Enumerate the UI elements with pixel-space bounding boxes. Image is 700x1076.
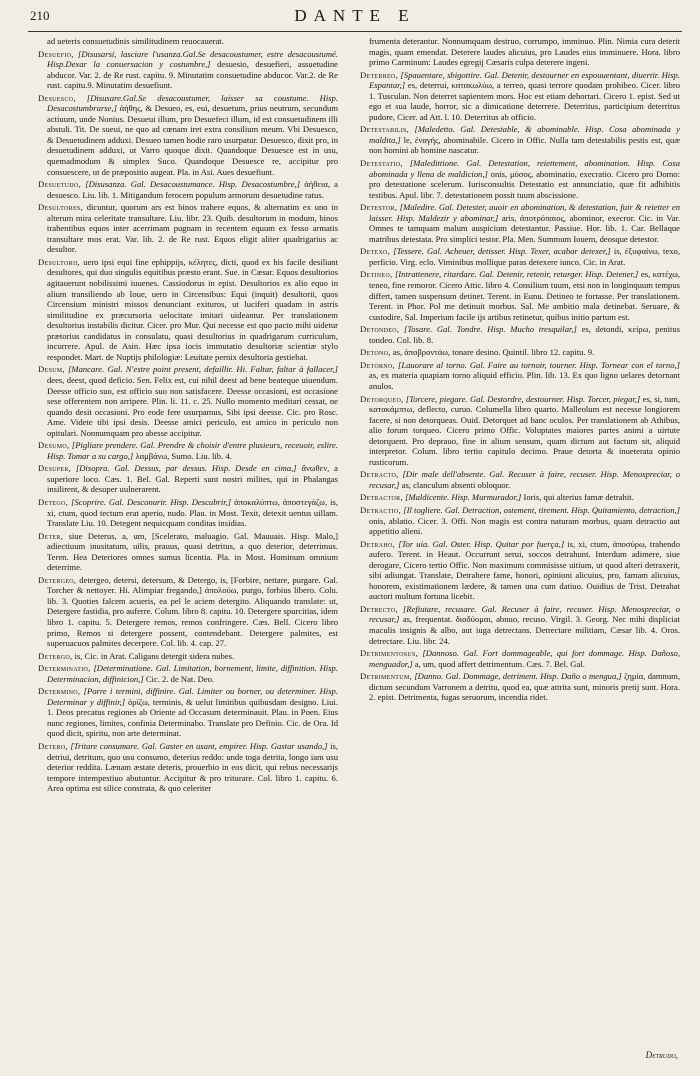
entry-headword: Desultorii,	[38, 256, 80, 267]
entry-text: as, ἀποβροντάω, tonare desino. Quintil. libro 12. capitu. 9.	[392, 347, 595, 358]
entry-headword: Detrimentum,	[360, 671, 412, 682]
entry-text: frumenta deterantur. Nonnumquam destruo, corrumpo, imminuo. Plin. Nimia cura deterit magis, quam emendat. Deterere laudes alicuius, pro Laudes eius imminuere. Hora. libro primo Carminum: Laudes egregij Cæsaris culpa deterere ingeni.	[369, 36, 680, 68]
entry-headword: Detergeo,	[38, 574, 77, 585]
dictionary-entry	[38, 49, 338, 91]
entry-vernacular-glosses: [Pigliare prendere. Gal. Prendre & choisir d'entre plusieurs, receuoir, eslire. Hisp. Tomar a su cargo,]	[47, 440, 338, 461]
entry-text: ζημία, damnum, dictum secundum Varronem a detritu, quod ea, quæ attrita sunt, minoris pretij sunt. Hora. 2. epist. Detrimenta, fugas seruorum, incendia ridet.	[369, 671, 680, 703]
left-column	[38, 36, 338, 796]
entry-text: le, ἐναγής, abominabile. Cicero in Offic. Nulla tam detestabilis pestis est, quæ non homini ab homine nascatur.	[369, 134, 680, 156]
entry-vernacular-glosses: [Intrattenere, ritardare. Gal. Detenir, retenir, retarger. Hisp. Detener,]	[394, 269, 639, 280]
entry-headword: Desuper,	[38, 463, 72, 474]
entry-text: λαμβάνω, Sumo. Liu. lib. 4.	[135, 450, 232, 461]
entry-vernacular-glosses: [Tessere. Gal. Acheuer, detisser. Hisp. Texer, acabar detexer,]	[393, 246, 611, 257]
dictionary-entry	[360, 36, 680, 68]
entry-vernacular-glosses: [Tosare. Gal. Tondre. Hisp. Mucho tresquilar,]	[403, 324, 577, 335]
entry-text: es, deterrui, κατακωλύω, a terreo, quasi terrore quodam prohibeo. Cicer. libro 1. Tusculan. Non deterret sapientem mors. Hoc est etiam dehortari. Cicero 1. epist. Sed ut ego et sua laude, horror, sic a dimicatione deterrere. Deterritus, participium deterritus pudore, Cicer. ad Att. l. 10. Deterritus ab officio.	[369, 80, 680, 122]
dictionary-entry	[38, 463, 338, 495]
entry-headword: Detestatio,	[360, 158, 403, 169]
entry-headword: Detono,	[360, 347, 391, 358]
entry-headword: Detexo,	[360, 246, 391, 257]
entry-text: siue Deterus, a, um, [Scelerato, maluagio. Gal. Mauuais. Hisp. Malo,] adiectiuum inusitatum, uilis, prauus, quasi detritus, a quo deterior, deterrimus. Teren. Hea Deteriores omnes sumus licentia. Pla. in Most. Hominum omnium deterrime.	[47, 530, 339, 573]
dictionary-entry	[38, 364, 338, 438]
entry-headword: Detorqueo,	[360, 393, 404, 404]
entry-vernacular-glosses: [Mancare. Gal. N'estre point present, defaillir. Hi. Faltar, faltar à fallacer,]	[68, 364, 338, 375]
dictionary-entry	[38, 179, 338, 200]
dictionary-entry	[360, 158, 680, 200]
entry-text: onis, μύσος, abominatio, execratio. Cicero pro Domo: pro detestatione scelerum. Iurisconsultis Detestatio est annunciatio, quæ fit adhibitis testibus. Apul. libr. 7. detestationem possit tuum abscissione.	[369, 168, 680, 200]
entry-vernacular-glosses: [Torcere, piegare. Gal. Destordre, destourner. Hisp. Torcer, piegar,]	[405, 393, 641, 404]
entry-text: ad ueteris consuetudinis similitudinem reuocauerat.	[47, 36, 224, 46]
dictionary-entry	[38, 531, 338, 573]
entry-vernacular-glosses: [Spauentare, sbigottire. Gal. Detenir, destourner en espouuentant, diuertir. Hisp. Espantar,]	[369, 69, 680, 91]
dictionary-entry	[360, 648, 680, 669]
entry-text: is, Cic. in Arat. Caligans detergit sidera nubes.	[74, 650, 235, 661]
dictionary-entry	[38, 663, 338, 684]
entry-vernacular-glosses: [Tor uia. Gal. Oster. Hisp. Quitar por fuerça,]	[398, 538, 565, 549]
dictionary-entry	[38, 497, 338, 529]
entry-vernacular-glosses: [Disusarsi, lasciare l'usanza.Gal.Se desacoustumer, estre desacoustumé. Hisp.Dexar la conuersacion y costumbre,]	[47, 48, 338, 70]
dictionary-entry	[360, 505, 680, 537]
entry-text: ἀήθεια, a desuesco. Liu. lib. 1. Mitigandum ferocem populum armorum desuetudine ratus.	[47, 179, 338, 200]
dictionary-entry	[360, 324, 680, 345]
dictionary-entry	[360, 492, 680, 503]
entry-headword: Detractio,	[360, 504, 402, 515]
dictionary-entry	[360, 202, 680, 244]
dictionary-entry	[38, 575, 338, 649]
entry-text: es, κατέχω, teneo, fine remoror. Cicero Attic. libro 4. Consilium tuum, etsi non in longinquum tempus differt, tamen suspensum detinet. Terent. in Eunu. Detineo te fortasse. Per translationem. Terent. in Phor. Pol me detinuit morbus. Sal. Me ambitio mala detinebat. Seruare, & custodire, Sal. Imperium facile ijs artibus retinetur, quibus initio partum est.	[369, 269, 680, 322]
entry-headword: Desum,	[38, 364, 65, 375]
entry-text: ἀήθης, & Desueo, es, eui, desuetum, prius neutrum, secundum actiuum, unde Nonius. Desueui illum, pro Desuefeci illum, id est consuetudinem illi abstuli. Tit. De sueui, ne quo ad cœnam iret extra consilium meum. Vbi Desuesco, & Desuetudinem adduxi. Desueo tamen hodie raro usurpatur. Desuesco, dixit pro, in desuetudinem adduxi, ut Varro quoque dixit. Quandoque Desuesce est in usu, quemadmodum & simplex Suco. Quandoque Desuesce re, accipitur pro consuescere, ut de præpositio augeat. Pla. in Asi. Aues desuefiunt.	[47, 103, 338, 177]
dictionary-entry	[38, 257, 338, 362]
entry-text: as, frequentat. διαδύομαι, abnuo, recuso. Virgil. 3. Georg. Nec mihi displiciat maculis insignis & albo, aut iuga detrectans. Detrectare militiam, Cæsar lib. 4. Oros. detrectare. Liu. libr. 24.	[369, 614, 680, 646]
dictionary-entry	[360, 539, 680, 602]
entry-headword: Detero,	[38, 741, 68, 751]
entry-vernacular-glosses: [Porre i termini, diffinire. Gal. Limiter ou borner, ou determiner. Hisp. Determinar y diffinir,]	[47, 686, 338, 707]
entry-text: as, clanculum absenti obloquor.	[401, 479, 511, 490]
right-column	[360, 36, 680, 705]
entry-vernacular-glosses: [Danno. Gal. Dommage, detriment. Hisp. Daño o mengua,]	[414, 671, 622, 682]
entry-text: a, um, quod affert detrimentum. Cæs. 7. Bel. Gal.	[414, 658, 585, 669]
entry-vernacular-glosses: [Scoprire. Gal. Desconurir. Hisp. Descubrir,]	[71, 496, 232, 507]
entry-vernacular-glosses: [Lauorare al torno. Gal. Faire au tornoir, tourner. Hisp. Tornear con el torno,]	[397, 359, 680, 370]
entry-vernacular-glosses: [Dannoso. Gal. Fort dommageable, qui fort dommage. Hisp. Dañoso, menguador,]	[369, 648, 680, 669]
entry-headword: Detestor,	[360, 202, 398, 213]
running-head: DANTE E	[294, 6, 416, 25]
entry-vernacular-glosses: [Disopra. Gal. Dessus, par dessus. Hisp. Desde en cima,]	[75, 463, 297, 474]
catchword: Detrudo,	[645, 1050, 678, 1060]
dictionary-entry	[38, 202, 338, 255]
entry-text: detergeo, detersi, detersum, & Detergo, is, [Forbire, nettare, purgare. Gal. Torcher & nettoyer. Hi. Alimpiar fregando,] ἀπολούω, purgo, forbius libero. Colu. lib. 3. Quoties falcem acueris, ea pel le aciem detergito. Aliquando translate: ut, Detergere fastidia, pro auferre. Colum. libro 8. capitu. 10. Detergere spurcitias, idem libro 1. capitu. 5. Detergere remos, remos confringere. Cæs. Bell. Cicero libro primo, Remos si detergere possent, contendebant. Detergere palmites, est superuacuos palmites decerpere. Col. lib. 4. cap. 27.	[47, 574, 339, 649]
entry-vernacular-glosses: [Tritare consumare. Gal. Gaster en usant, empirer. Hisp. Gastar usando,]	[70, 741, 328, 751]
dictionary-entry	[360, 347, 680, 358]
entry-headword: Desuesco,	[38, 92, 76, 103]
entry-vernacular-glosses: [Maldicente. Hisp. Murmurador,]	[405, 492, 522, 503]
dictionary-entry	[360, 469, 680, 490]
entry-headword: Desuefio,	[38, 48, 74, 59]
entry-headword: Detego,	[38, 496, 69, 507]
entry-vernacular-glosses: [Determinatione. Gal. Limitation, bornement, limite, diffinition. Hisp. Determinacion, diffinicion,]	[47, 663, 338, 684]
entry-vernacular-glosses: [Maledetto. Gal. Detestable, & abominable. Hisp. Cosa abominada y maldita,]	[369, 124, 680, 145]
entry-headword: Deterreo,	[360, 69, 399, 80]
entry-text: dees, deest, quod deficio. Sen. Felix est, cui nihil deest ad bene beateque uiuendum. Deesse officio suo, est officio suo non satisfacere. Deesse occasioni, est occasione sese offerentem non arripere. Plin. li. 11. c. 25. Nullo momento meditari cessat, ne quando desit occasioni. Pro eode fere usurpamus, Sibi ipsi deesse. Cic. pro Rosc. Ame. Videte tibi ipsi desis. Deesse amici periculo, est amico in periculo non opitulari. Nonnumquam pro abesse accipitur.	[47, 374, 338, 438]
dictionary-entry	[360, 604, 680, 646]
entry-vernacular-glosses: [Maledire. Gal. Detester, auoir en abomination, & detestation, fuir & reietter en laisser. Hisp. Maldezir y abominar,]	[369, 202, 680, 223]
entry-vernacular-glosses: [Maledittione. Gal. Detestation, reiettement, abomination. Hisp. Cosa abominada y llena de maldicion,]	[369, 158, 680, 179]
entry-text: is, xi, ctum, ἀποσύρω, trahendo aufero. Terent. in Heaut. Occurrunt serui, soccos detrahunt. Interdum adimere, siue derogare, Cicero tertio Offic. Non maximum commisisse uitium, ut quod alteri detraxerit, sibi adiungat. Translate, Detrahere fame, honori, opinioni alicuius, pro, famam alicuius, honorem, existimationem lædere, & tamen una cum datiuo. Ouidius de Trist. Detrahat auctori multum fortuna licebit.	[369, 538, 680, 602]
entry-headword: Detergo,	[38, 650, 73, 661]
entry-headword: Detondeo,	[360, 324, 400, 335]
page-header	[30, 6, 680, 28]
dictionary-entry	[360, 246, 680, 267]
entry-headword: Desumo,	[38, 440, 70, 451]
dictionary-entry	[360, 394, 680, 468]
dictionary-entry	[38, 651, 338, 662]
entry-text: es, si, tum, κατακάμπτω, deflecto, curuo. Columella libro quarto. Malleolum est necesse longiorem facere, si non detorqueas. Ouid. Detorquet ad hanc oculos. Per translationem ab Athibus, alio forum torqueo. Cicero primo Offic. Voluptates maiores partes animi a uirtute detorquent. Pro deprauo, fine in alium sensum, quam dictum aut factum sit, aliquid interpretor. Colum. libro tertio capitulo decimo. Praue detorta & inueterata opinio rusticorum.	[369, 393, 680, 467]
dictionary-entry	[360, 124, 680, 156]
entry-text: is, ἐξυφαίνω, texo, perficio. Virg. eclo. Viminibus mollique paras detexere iunco. Cic. in Arat.	[369, 246, 681, 267]
entry-text: onis, ablatio. Cicer. 3. Offi. Non magis est contra naturam morbus, quam detractio aut appetitio alieni.	[369, 515, 680, 537]
dictionary-entry	[360, 269, 680, 322]
entry-text: ὁρίζω, terminis, & uelut limitibus quibusdam designo. Liui. 1. Deos precatus regiones ab Oriente ad Occasum determinauit. Plau. in Poen. Eius nunc regiones, limites, confinia Determinabo. Translate pro Definio. Cic. de Ora. Id quod dicit, spiritu, non arte determinat.	[47, 696, 338, 739]
entry-text: desuesio, desuefieri, assuetudine abducor. Var. 2. de Re rust. capitu. 9. Minutatim consuetudine abducor. Var.2. de Re rust. capitu.9. Minutatim desuefiunt.	[47, 59, 338, 91]
entry-headword: Detestabilis,	[360, 124, 410, 135]
dictionary-entry	[360, 70, 680, 123]
entry-vernacular-glosses: [Disusanza. Gal. Desacoustumance. Hisp. Desacostumbre,]	[85, 179, 301, 190]
entry-text: es, detondi, κείρω, penitus tondeo. Col. lib. 8.	[369, 324, 681, 345]
dictionary-entry	[360, 360, 680, 392]
entry-headword: Detineo,	[360, 269, 393, 280]
dictionary-entry	[38, 741, 338, 794]
entry-text: is, detriui, detritum, quo usu consumo, deterius reddo: unde toga detrita, longo iam usu deterior reddita. Lænam æstate deteris, prouerbio in eos dicit, qui rebus necessarijs tempore intempestiuo abutuntur. Accipitur & pro triturare. Col. libro 1. capitu. 6. Area optima est silice constrata, & quo celeriter	[47, 741, 339, 794]
entry-headword: Detrecto,	[360, 603, 398, 614]
entry-headword: Detorno,	[360, 359, 395, 370]
dictionary-entry	[38, 36, 338, 47]
entry-headword: Deter,	[38, 530, 64, 541]
entry-text: aris, ἀποτρόπαιος, abominor, execror. Cic. in Var. Omnes te tamquam malum auspicium detestantur. Passiue. Hor. lib. 1. Car. Bellaque matribus detestata. Pro simplici testor. Pla. Men. Summum Iouem, deosque detestor.	[369, 212, 680, 244]
dictionary-entry	[38, 440, 338, 461]
entry-headword: Desultores,	[38, 202, 83, 213]
entry-headword: Determino,	[38, 686, 81, 697]
entry-text: dicuntur, quorum ars est binos trahere equos, & alternatim ex uno in alterum mira celeritate transultare. Liu. libr. 23. Quib. desultorum in modum, binos trahentibus equos inter acerrimam pugnam in recentem equum ex fesso armatis transultare mos erat. Var. lib. 2. de Re rust. Equos eligit aliter quadrigarius ac desultor.	[47, 202, 338, 255]
entry-text: Ioris, qui alterius famæ detrahit.	[523, 492, 634, 503]
entry-vernacular-glosses: [Refiutare, recusare. Gal. Recuser à faire, recuser. Hisp. Menospreciar, o recusar,]	[369, 603, 680, 625]
entry-vernacular-glosses: [Dir male dell'absente. Gal. Recuser à faire, recuser. Hisp. Menospreciar, o recusar,]	[369, 469, 680, 490]
entry-text: ἀποκαλύπτω, ἀποστεγάζω, is, xi, ctum, quod tectum erat aperio, nudo. Plau. in Most. Texit, detexit uentus uillam. Translate Liu. 10. Detegent nequicquam conditas insidias.	[47, 496, 338, 529]
entry-text: as, ex materia quapiam torno aliquid efficio. Plin. lib. 13. Ex quo ligno uelares detornant anulos.	[369, 370, 680, 391]
entry-text: Cic. 2. de Nat. Deo.	[145, 673, 215, 684]
entry-vernacular-glosses: [Il togliere. Gal. Detraction, ostement, tirement. Hisp. Quitamiento, detraction,]	[403, 504, 680, 515]
entry-text: ἄνωθεν, a superiore loco. Cæs. 1. Bel. Gal. Reperti sunt nostri milites, qui in Phalangas insilirent, & desuper uulnerarent.	[47, 463, 338, 495]
header-rule	[28, 31, 682, 32]
entry-headword: Detractor,	[360, 492, 403, 503]
dictionary-entry	[38, 686, 338, 739]
entry-text: uero ipsi equi fine ephippijs, κέλητες, dicti, quod ex his facile desiliant desultores, qui duo singulis equitibus præsto erant. Sue. in Cæsar. Equos desultorios agitauerunt nobilissimi iuuenes. Cassiodorus in epist. Desultorios ex alio equo in alium transiliendo ab Ioue, uero in Circensibus: Equi (inquit) desultorii, quos Circensium ministri missos denunciant exituros, ut luciferi quadam in astris similitudine ex præcursoria uelocitate imitari uideantur. Per translationem desultorius instabilis dicitur. Cicer. pro Mur. Qui necesse est quo pacto mihi uidetur prætorius candidatus in consulatu, quasi desultorius in quadrigarum curriculum, incurrere. Apul. de Asin. Hæc ipsa iocis immutatio desultoriæ scientiæ stylo respondet. Mart. de Nuptijs philologiæ: Leuitate pernix desultoria gestiebat.	[47, 256, 338, 362]
entry-headword: Detraho,	[360, 538, 396, 549]
entry-vernacular-glosses: [Disusare.Gal.Se desacoustumer, laisser sa coustume. Hisp. Desacostumbrarse,]	[47, 92, 338, 114]
entry-headword: Detracto,	[360, 469, 399, 480]
entry-headword: Desuetudo,	[38, 179, 82, 190]
page-number: 210	[30, 8, 50, 23]
dictionary-entry	[360, 671, 680, 703]
entry-headword: Determinatio,	[38, 663, 91, 674]
entry-headword: Detrimentosus,	[360, 648, 419, 659]
dictionary-entry	[38, 93, 338, 177]
